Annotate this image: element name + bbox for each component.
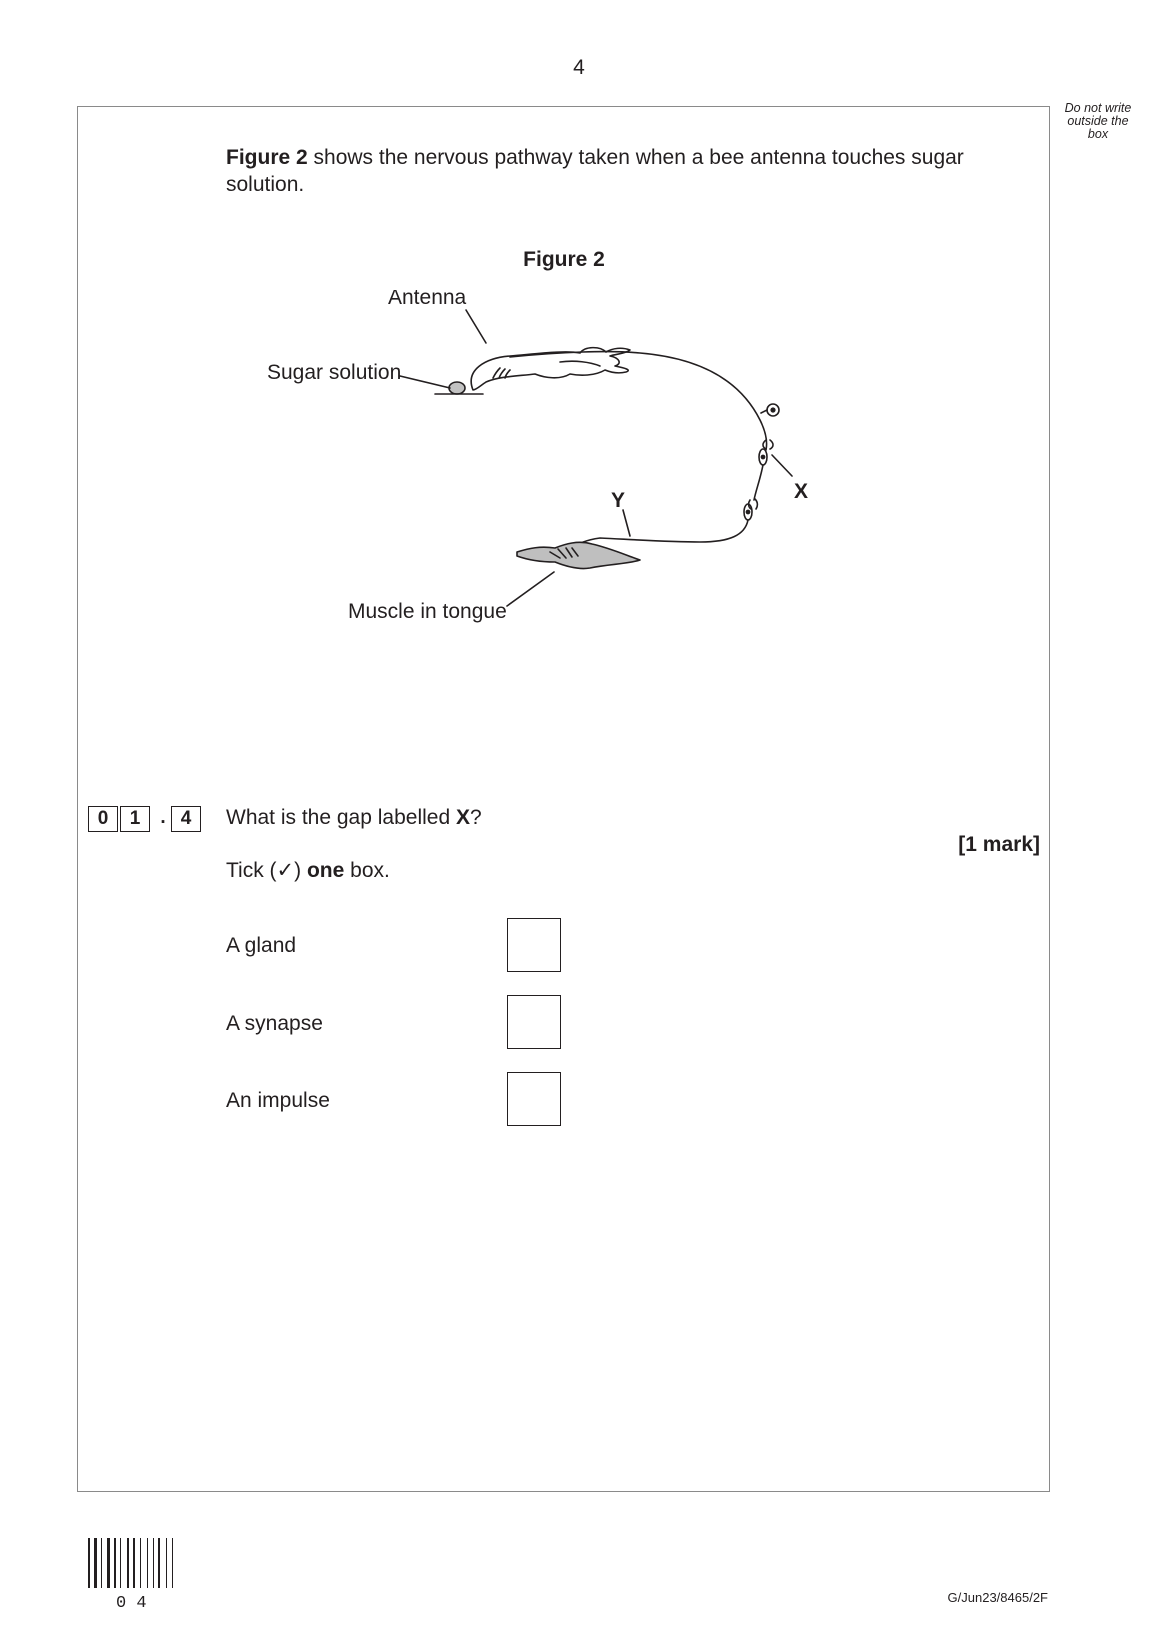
barcode-bar [114, 1538, 116, 1588]
sensory-neurone [510, 352, 767, 450]
barcode-bar [88, 1538, 90, 1588]
antenna-label: Antenna [388, 290, 467, 309]
y-label: Y [611, 489, 626, 512]
tick-box-option-1[interactable] [507, 918, 561, 972]
barcode-bar [127, 1538, 129, 1588]
barcode-number: 0 4 [116, 1594, 147, 1610]
barcode-bar [107, 1538, 110, 1588]
relay-neurone [754, 465, 763, 500]
intro-body: shows the nervous pathway taken when a bee antenna touches sugar solution. [226, 146, 964, 196]
barcode-bar [166, 1538, 167, 1588]
question-text [226, 806, 482, 830]
question-number-separator: . [160, 807, 166, 828]
x-label: X [794, 480, 809, 503]
figure-title: Figure 2 [523, 248, 605, 271]
question-text-part: ? [470, 806, 482, 829]
motor-neurone [572, 520, 748, 548]
tick-box-option-2[interactable] [507, 995, 561, 1049]
muscle-label: Muscle in tongue [348, 600, 507, 623]
sugar-droplet [449, 382, 465, 394]
barcode [88, 1538, 194, 1610]
margin-note-line: outside the [1067, 114, 1129, 128]
option-label: A synapse [226, 1012, 323, 1035]
sugar-solution-label: Sugar solution [267, 361, 402, 384]
barcode-bar [140, 1538, 141, 1588]
barcode-bar [153, 1538, 154, 1588]
barcode-bar [133, 1538, 135, 1588]
barcode-bar [172, 1538, 173, 1588]
margin-note-line: Do not write [1064, 101, 1132, 115]
question-digit: 4 [171, 806, 201, 832]
instruction-part: box. [344, 859, 390, 882]
question-digit: 0 [88, 806, 118, 832]
figure-reference: Figure 2 [226, 146, 308, 169]
margin-note [1050, 102, 1146, 141]
page-number: 4 [573, 56, 585, 79]
instruction-text [226, 858, 390, 883]
barcode-bar [158, 1538, 160, 1588]
instruction-bold: one [306, 859, 345, 882]
question-text-bold: X [455, 806, 470, 829]
marks-label: [1 mark] [958, 833, 1040, 856]
option-label: An impulse [226, 1089, 330, 1112]
barcode-bar [101, 1538, 102, 1588]
margin-note-line: box [1087, 127, 1109, 141]
barcode-bar [94, 1538, 97, 1588]
barcode-bar [147, 1538, 148, 1588]
question-digit: 1 [120, 806, 150, 832]
instruction-part: Tick (✓) [226, 859, 307, 882]
question-text-part: What is the gap labelled [226, 806, 456, 829]
bee-nervous-pathway-diagram [260, 290, 880, 660]
intro-text [226, 144, 966, 198]
paper-reference: G/Jun23/8465/2F [947, 1590, 1048, 1605]
option-label: A gland [226, 934, 297, 957]
barcode-bar [120, 1538, 121, 1588]
tick-box-option-3[interactable] [507, 1072, 561, 1126]
